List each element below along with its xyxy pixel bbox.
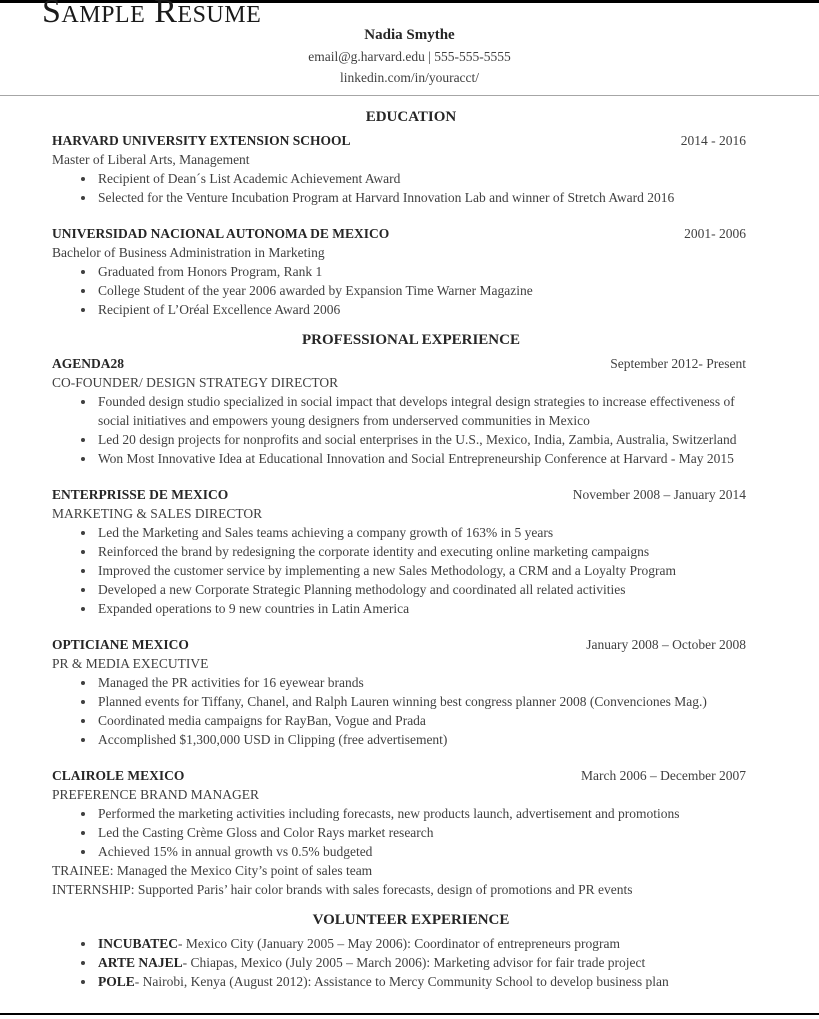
volunteer-org: POLE (98, 974, 135, 989)
entry-dates: 2014 - 2016 (680, 133, 746, 148)
company-name: AGENDA28 (52, 356, 125, 371)
entry-dates: 2001- 2006 (684, 226, 746, 241)
entry-dates: November 2008 – January 2014 (572, 487, 746, 502)
education-entry (52, 131, 770, 207)
experience-entry (52, 635, 770, 749)
bullet: • Performed the marketing activities including forecasts, new products launch, advertisement and promotions (96, 804, 770, 823)
volunteer-item (96, 972, 770, 991)
bullet: • Led the Marketing and Sales teams achieving a company growth of 163% in 5 years (96, 523, 770, 542)
bullet-list (52, 262, 770, 319)
volunteer-detail: - Mexico City (January 2005 – May 2006): Coordinator of entrepreneurs program (178, 936, 621, 951)
bullet: • Expanded operations to 9 new countries in Latin America (96, 599, 770, 618)
bullet: • Reinforced the brand by redesigning the corporate identity and executing online marketing campaigns (96, 542, 770, 561)
section-title-volunteer: VOLUNTEER EXPERIENCE (312, 912, 510, 928)
bullet-list (52, 934, 770, 991)
institution-name: UNIVERSIDAD NACIONAL AUTONOMA DE MEXICO (52, 226, 390, 241)
company-name: ENTERPRISSE DE MEXICO (52, 487, 229, 502)
contact-line: email@g.harvard.edu | 555-555-5555 (308, 49, 511, 64)
company-name: OPTICIANE MEXICO (52, 637, 189, 652)
experience-entry (52, 485, 770, 618)
job-title: PR & MEDIA EXECUTIVE (52, 656, 209, 671)
volunteer-detail: - Chiapas, Mexico (July 2005 – March 2006): Marketing advisor for fair trade project (182, 955, 646, 970)
experience-entry (52, 766, 770, 899)
bullet-list (52, 804, 770, 861)
education-entry (52, 224, 770, 319)
bullet-list (52, 523, 770, 618)
entry-dates: March 2006 – December 2007 (581, 768, 746, 783)
resume-body (0, 109, 819, 991)
bullet: • Developed a new Corporate Strategic Planning methodology and coordinated all related activities (96, 580, 770, 599)
bullet-list (52, 169, 770, 207)
section-experience (52, 332, 770, 899)
linkedin-line: linkedin.com/in/youracct/ (339, 70, 480, 85)
bullet: • Led 20 design projects for nonprofits and social enterprises in the U.S., Mexico, India, Zambia, Australia, Switzerland (96, 430, 770, 449)
bullet: • Selected for the Venture Incubation Program at Harvard Innovation Lab and winner of Stretch Award 2016 (96, 188, 770, 207)
candidate-name: Nadia Smythe (364, 27, 455, 43)
volunteer-org: INCUBATEC (98, 936, 179, 951)
bullet: • Led the Casting Crème Gloss and Color Rays market research (96, 823, 770, 842)
job-title: CO-FOUNDER/ DESIGN STRATEGY DIRECTOR (52, 375, 339, 390)
bullet: • Recipient of Dean´s List Academic Achievement Award (96, 169, 770, 188)
bullet: • Coordinated media campaigns for RayBan, Vogue and Prada (96, 711, 770, 730)
bullet: • Improved the customer service by implementing a new Sales Methodology, a CRM and a Loyalty Program (96, 561, 770, 580)
bullet: • Planned events for Tiffany, Chanel, and Ralph Lauren winning best congress planner 2008 (Convenciones Mag.) (96, 692, 770, 711)
job-title: PREFERENCE BRAND MANAGER (52, 787, 260, 802)
experience-entry (52, 354, 770, 468)
company-name: CLAIROLE MEXICO (52, 768, 185, 783)
volunteer-org: ARTE NAJEL (98, 955, 183, 970)
institution-name: HARVARD UNIVERSITY EXTENSION SCHOOL (52, 133, 351, 148)
degree-name: Master of Liberal Arts, Management (52, 152, 250, 167)
bullet: • Achieved 15% in annual growth vs 0.5% budgeted (96, 842, 770, 861)
bullet: • Founded design studio specialized in social impact that develops integral design strategies to increase effectiveness of social initiatives and empowers young designers from underserved communities in Mexico (96, 392, 770, 430)
degree-name: Bachelor of Business Administration in Marketing (52, 245, 325, 260)
bullet-list (52, 392, 770, 468)
entry-dates: September 2012- Present (610, 356, 746, 371)
experience-extra-line: INTERNSHIP: Supported Paris’ hair color brands with sales forecasts, design of promotions and PR events (52, 882, 633, 897)
section-title-experience: PROFESSIONAL EXPERIENCE (302, 332, 520, 348)
bullet: • Graduated from Honors Program, Rank 1 (96, 262, 770, 281)
volunteer-detail: - Nairobi, Kenya (August 2012): Assistance to Mercy Community School to develop business plan (134, 974, 669, 989)
volunteer-item (96, 953, 770, 972)
bullet: • College Student of the year 2006 awarded by Expansion Time Warner Magazine (96, 281, 770, 300)
document-title: Sample Resume (42, 0, 262, 30)
bullet: • Managed the PR activities for 16 eyewear brands (96, 673, 770, 692)
bullet: • Won Most Innovative Idea at Educational Innovation and Social Entrepreneurship Conference at Harvard - May 2015 (96, 449, 770, 468)
section-education (52, 109, 770, 319)
bullet-list (52, 673, 770, 749)
page-bottom-rule (0, 1013, 819, 1015)
section-volunteer (52, 912, 770, 991)
experience-extra-line: TRAINEE: Managed the Mexico City’s point of sales team (52, 863, 373, 878)
section-title-education: EDUCATION (365, 109, 457, 125)
volunteer-item (96, 934, 770, 953)
entry-dates: January 2008 – October 2008 (586, 637, 746, 652)
bullet: • Recipient of L’Oréal Excellence Award 2006 (96, 300, 770, 319)
bullet: • Accomplished $1,300,000 USD in Clipping (free advertisement) (96, 730, 770, 749)
job-title: MARKETING & SALES DIRECTOR (52, 506, 263, 521)
header-divider (0, 95, 819, 96)
